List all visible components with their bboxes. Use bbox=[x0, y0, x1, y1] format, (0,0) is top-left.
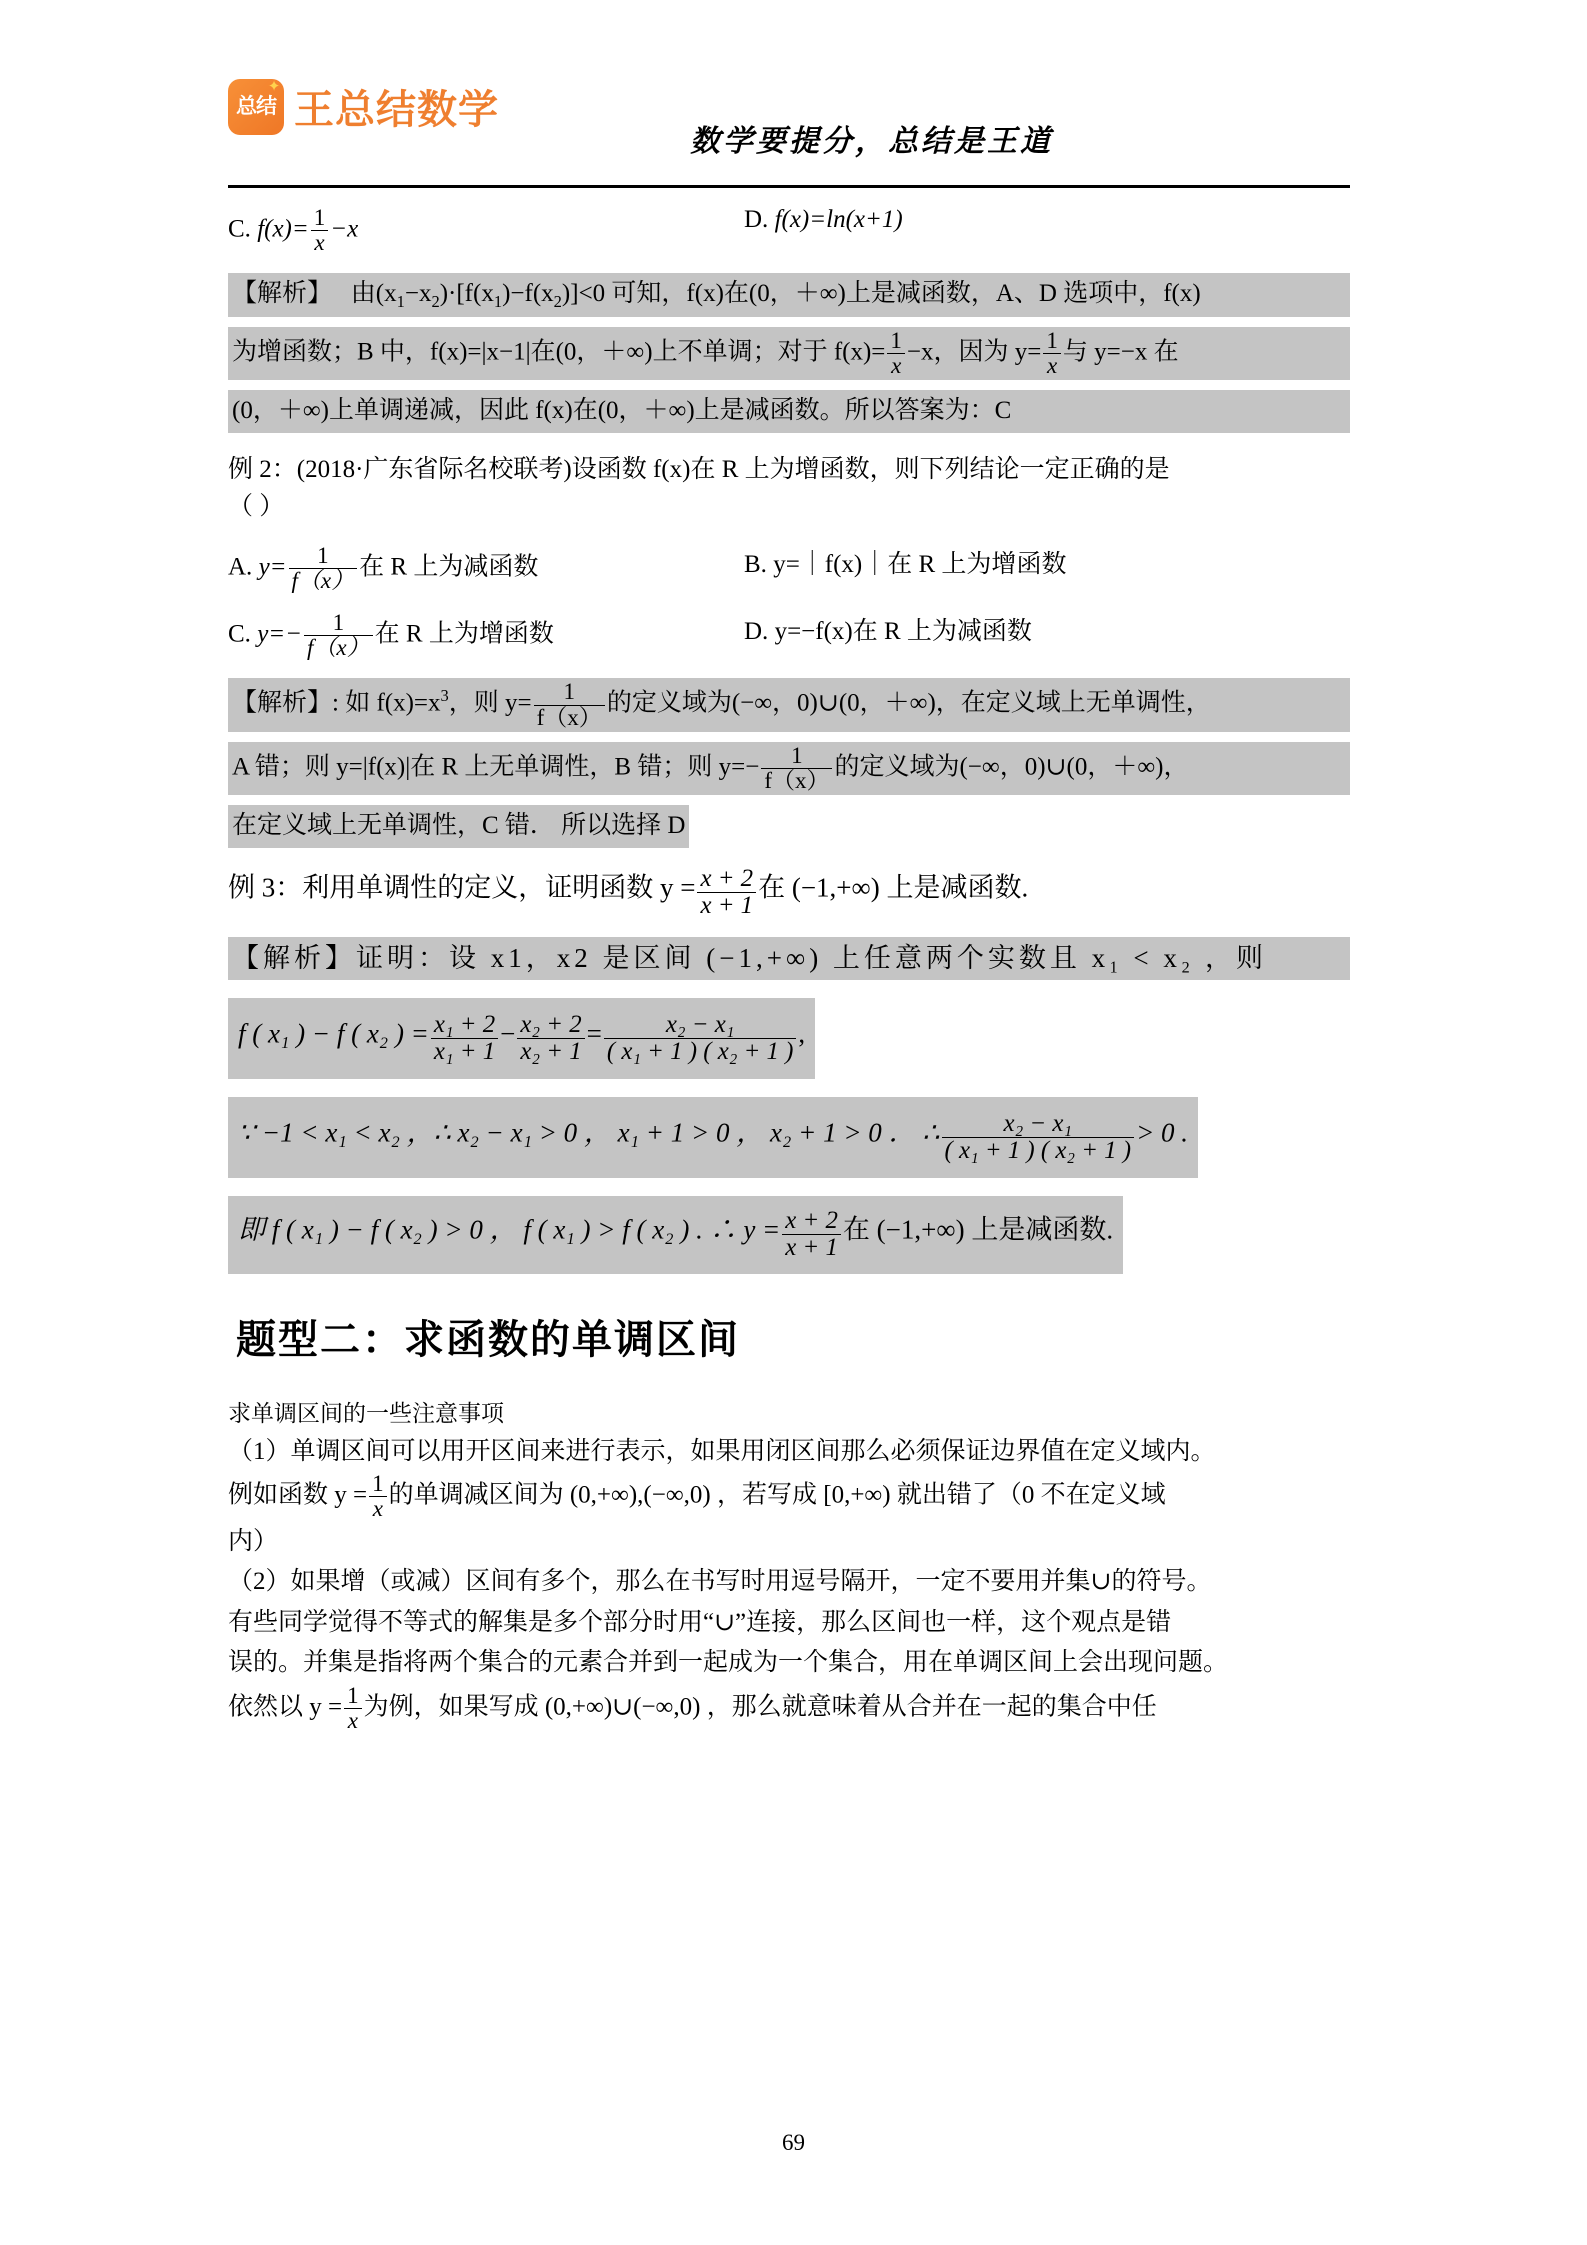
note-5-fraction bbox=[344, 1684, 362, 1733]
example2-option-b-text: y=｜f(x)｜在 R 上为增函数 bbox=[773, 550, 1067, 578]
fraction-numerator: x + 2 bbox=[785, 1207, 838, 1235]
explanation-tag: 【解析】: bbox=[232, 689, 339, 717]
page-header bbox=[228, 78, 1350, 164]
example2-option-c-tail: 在 R 上为增函数 bbox=[374, 620, 554, 648]
fraction-numerator: 1 bbox=[1046, 327, 1058, 353]
note-example-lead: 例如函数 y = bbox=[228, 1481, 368, 1509]
example2-option-c bbox=[228, 611, 744, 660]
fraction-numerator: x + 2 bbox=[700, 864, 754, 892]
note-5-tail: 为例，如果写成 (0,+∞)∪(−∞,0) ，那么就意味着从合并在一起的集合中任 bbox=[363, 1692, 1157, 1720]
equation-1-tail: , bbox=[798, 1018, 806, 1049]
fraction-numerator: x₂ + 2 bbox=[520, 1011, 582, 1039]
brand-name: 王总结数学 bbox=[294, 87, 499, 133]
example2-options-row-2 bbox=[228, 611, 1350, 660]
explanation-1-line2-b: −x，因为 y= bbox=[906, 338, 1042, 366]
explanation-1-seg-a: 由(x bbox=[350, 280, 397, 308]
q1-option-c-lead: f(x)= bbox=[257, 215, 309, 243]
example3-proof-head: 【解析】证明：设 x1，x2 是区间 (−1,+∞) 上任意两个实数且 x₁ < x₂ ，则 bbox=[228, 937, 1350, 980]
fraction-numerator: 1 bbox=[317, 542, 329, 568]
fraction-denominator: x bbox=[311, 230, 329, 255]
header-divider bbox=[228, 185, 1350, 188]
q1-option-d-label: D. bbox=[744, 206, 769, 233]
explanation-2-fraction-2 bbox=[761, 744, 832, 793]
q1-option-c-fraction bbox=[311, 206, 329, 255]
explanation-1-seg-d: )−f(x bbox=[502, 280, 554, 308]
equation-1-equals: = bbox=[586, 1018, 602, 1049]
note-example-fraction bbox=[369, 1472, 387, 1521]
fraction-denominator: ( x₁ + 1 ) ( x₂ + 1 ) bbox=[942, 1137, 1135, 1164]
explanation-2-line2-b: 的定义域为(−∞，0)∪(0，＋∞)， bbox=[834, 753, 1189, 781]
explanation-1-fraction-1 bbox=[887, 329, 905, 378]
example2-option-a-tail: 在 R 上为减函数 bbox=[359, 553, 539, 581]
fraction-numerator: 1 bbox=[332, 610, 345, 636]
fraction-numerator: x₂ − x₁ bbox=[1003, 1110, 1073, 1138]
example3-stem bbox=[228, 866, 1350, 919]
explanation-1-line2-c: 与 y=−x 在 bbox=[1062, 338, 1179, 366]
example3-stem-fraction bbox=[697, 866, 756, 919]
note-item-1-continuation: 内） bbox=[228, 1527, 279, 1555]
equation-1-lhs: f ( x₁ ) − f ( x₂ ) = bbox=[238, 1018, 429, 1049]
sparkle-icon: ✦ bbox=[267, 78, 281, 95]
equation-2-lead: ∵ −1 < x₁ < x₂ ，∴ x₂ − x₁ > 0 ， x₁ + 1 > 0 ， x₂ + 1 > 0 ． ∴ bbox=[238, 1117, 940, 1148]
example2-option-a-label: A. bbox=[228, 553, 253, 581]
example2-option-b bbox=[744, 544, 1066, 593]
fraction-denominator: x + 1 bbox=[697, 892, 756, 919]
explanation-1-line-2 bbox=[228, 327, 1350, 380]
note-5-lead: 依然以 y = bbox=[228, 1692, 343, 1720]
explanation-tag: 【解析】 bbox=[232, 280, 333, 308]
fraction-denominator: f（x） bbox=[289, 568, 358, 593]
logo-badge-icon bbox=[228, 79, 284, 135]
q1-options-row bbox=[228, 206, 1350, 255]
explanation-2-fraction-1 bbox=[534, 680, 605, 729]
note-item-3: 有些同学觉得不等式的解集是多个部分时用“∪”连接，那么区间也一样，这个观点是错 bbox=[228, 1608, 1172, 1636]
page-content bbox=[228, 206, 1350, 1733]
fraction-denominator: x bbox=[344, 1708, 362, 1733]
example2-option-d-label: D. bbox=[744, 618, 769, 646]
note-example-tail: 的单调减区间为 (0,+∞),(−∞,0) ，若写成 [0,+∞) 就出错了（0 不在定义域 bbox=[388, 1481, 1166, 1509]
example3-equation-2 bbox=[228, 1097, 1198, 1178]
explanation-2-line2-a: A 错；则 y=|f(x)|在 R 上无单调性，B 错；则 y=− bbox=[232, 753, 760, 781]
fraction-numerator: 1 bbox=[347, 1682, 359, 1708]
fraction-denominator: f（x） bbox=[304, 635, 373, 660]
section-heading-题型二: 题型二：求函数的单调区间 bbox=[236, 1316, 740, 1363]
equation-2-tail: > 0 . bbox=[1136, 1117, 1189, 1148]
example2-stem-line-2: （ ） bbox=[228, 493, 285, 521]
example2-option-a-fraction bbox=[289, 544, 358, 593]
equation-1-fraction-3 bbox=[604, 1012, 797, 1065]
explanation-2-line-2 bbox=[228, 742, 1350, 795]
explanation-1-line2-a: 为增函数；B 中，f(x)=|x−1|在(0，＋∞)上不单调；对于 f(x)= bbox=[232, 338, 886, 366]
fraction-denominator: x₂ + 1 bbox=[517, 1038, 584, 1065]
example3-equation-3 bbox=[228, 1196, 1123, 1273]
fraction-denominator: x bbox=[369, 1496, 387, 1521]
fraction-denominator: x bbox=[1043, 353, 1061, 378]
equation-1-fraction-1 bbox=[431, 1012, 498, 1065]
explanation-2-line-1 bbox=[228, 678, 1350, 731]
example3-stem-tail: 在 (−1,+∞) 上是减函数. bbox=[758, 872, 1029, 903]
example3-equation-1 bbox=[228, 998, 815, 1079]
example2-stem-line-1: 例 2：(2018·广东省际名校联考)设函数 f(x)在 R 上为增函数，则下列结论一定正确的是 bbox=[228, 455, 1170, 483]
header-tagline: 数学要提分，总结是王道 bbox=[690, 125, 1053, 158]
example2-options-row-1 bbox=[228, 544, 1350, 593]
fraction-numerator: x₁ + 2 bbox=[433, 1011, 496, 1039]
fraction-denominator: f（x） bbox=[534, 705, 605, 730]
page-number: 69 bbox=[782, 2130, 805, 2155]
equation-3-fraction bbox=[782, 1208, 841, 1261]
explanation-1-block bbox=[228, 273, 1350, 433]
explanation-1-seg-e: )]<0 可知，f(x)在(0，＋∞)上是减函数，A、D 选项中，f(x) bbox=[561, 280, 1201, 308]
explanation-1-seg-c: )·[f(x bbox=[439, 280, 494, 308]
example2-option-a-lead: y= bbox=[258, 553, 287, 581]
fraction-numerator: 1 bbox=[313, 205, 326, 230]
fraction-numerator: 1 bbox=[890, 327, 902, 353]
example2-option-c-lead: y=− bbox=[257, 620, 303, 648]
fraction-denominator: ( x₁ + 1 ) ( x₂ + 1 ) bbox=[604, 1038, 797, 1065]
example2-option-d bbox=[744, 611, 1032, 660]
q1-option-c-label: C. bbox=[228, 215, 251, 243]
q1-option-d-expr: f(x)=ln(x+1) bbox=[774, 206, 903, 233]
q1-option-c bbox=[228, 206, 744, 255]
equation-1-minus: − bbox=[500, 1018, 516, 1049]
fraction-denominator: x + 1 bbox=[782, 1234, 841, 1261]
explanation-2-exponent: 3 bbox=[440, 686, 449, 706]
equation-1-fraction-2 bbox=[517, 1012, 584, 1065]
fraction-denominator: f（x） bbox=[761, 768, 832, 793]
fraction-numerator: 1 bbox=[372, 1471, 384, 1497]
explanation-2-line1-a: 如 f(x)=x bbox=[345, 689, 441, 717]
explanation-2-line1-b: ，则 y= bbox=[448, 689, 532, 717]
explanation-1-seg-b: −x bbox=[404, 280, 432, 308]
example2-option-a bbox=[228, 544, 744, 593]
example2-option-c-fraction bbox=[304, 611, 373, 660]
fraction-denominator: x bbox=[887, 353, 905, 378]
note-item-2: （2）如果增（或减）区间有多个，那么在书写时用逗号隔开，一定不要用并集∪的符号。 bbox=[228, 1568, 1212, 1596]
fraction-numerator: x₂ − x₁ bbox=[665, 1011, 735, 1039]
note-item-5 bbox=[228, 1684, 1350, 1733]
brand-logo bbox=[228, 78, 499, 135]
explanation-2-line-3: 在定义域上无单调性，C 错． 所以选择 D bbox=[228, 805, 689, 848]
q1-option-d bbox=[744, 206, 903, 255]
fraction-numerator: 1 bbox=[791, 742, 803, 768]
note-item-1-example bbox=[228, 1472, 1350, 1521]
example2-option-d-text: y=−f(x)在 R 上为减函数 bbox=[774, 618, 1032, 646]
logo-badge-text: 总结 bbox=[236, 94, 276, 118]
fraction-numerator: 1 bbox=[563, 679, 575, 705]
explanation-2-line1-c: 的定义域为(−∞，0)∪(0，＋∞)，在定义域上无单调性， bbox=[606, 689, 1211, 717]
equation-3-lead: 即 f ( x₁ ) − f ( x₂ ) > 0 ， f ( x₁ ) > f ( x₂ ) . ∴ y = bbox=[238, 1214, 781, 1245]
note-item-4: 误的。并集是指将两个集合的元素合并到一起成为一个集合，用在单调区间上会出现问题。 bbox=[228, 1649, 1229, 1677]
equation-2-fraction bbox=[942, 1111, 1135, 1164]
explanation-1-line-3: (0，＋∞)上单调递减，因此 f(x)在(0，＋∞)上是减函数。所以答案为：C bbox=[228, 390, 1350, 433]
explanation-1-fraction-2 bbox=[1043, 329, 1061, 378]
equation-3-tail: 在 (−1,+∞) 上是减函数. bbox=[842, 1214, 1114, 1245]
explanation-1-line-1: 【解析】 由$(x_1-x_2)\cdot[f(x_1)-f(x_2)]<0$ 可知，f(x)在(0，＋∞)上是减函数，A、D 选项中，f(x) bbox=[228, 273, 1350, 317]
fraction-denominator: x₁ + 1 bbox=[431, 1038, 498, 1065]
example2-option-b-label: B. bbox=[744, 550, 767, 578]
example2-option-c-label: C. bbox=[228, 620, 251, 648]
q1-option-c-tail: −x bbox=[330, 215, 359, 243]
example3-stem-lead: 例 3：利用单调性的定义，证明函数 y = bbox=[228, 872, 696, 903]
notes-heading: 求单调区间的一些注意事项 bbox=[228, 1400, 504, 1426]
explanation-2-block bbox=[228, 678, 1350, 847]
note-item-1: （1）单调区间可以用开区间来进行表示，如果用闭区间那么必须保证边界值在定义域内。 bbox=[228, 1437, 1216, 1465]
